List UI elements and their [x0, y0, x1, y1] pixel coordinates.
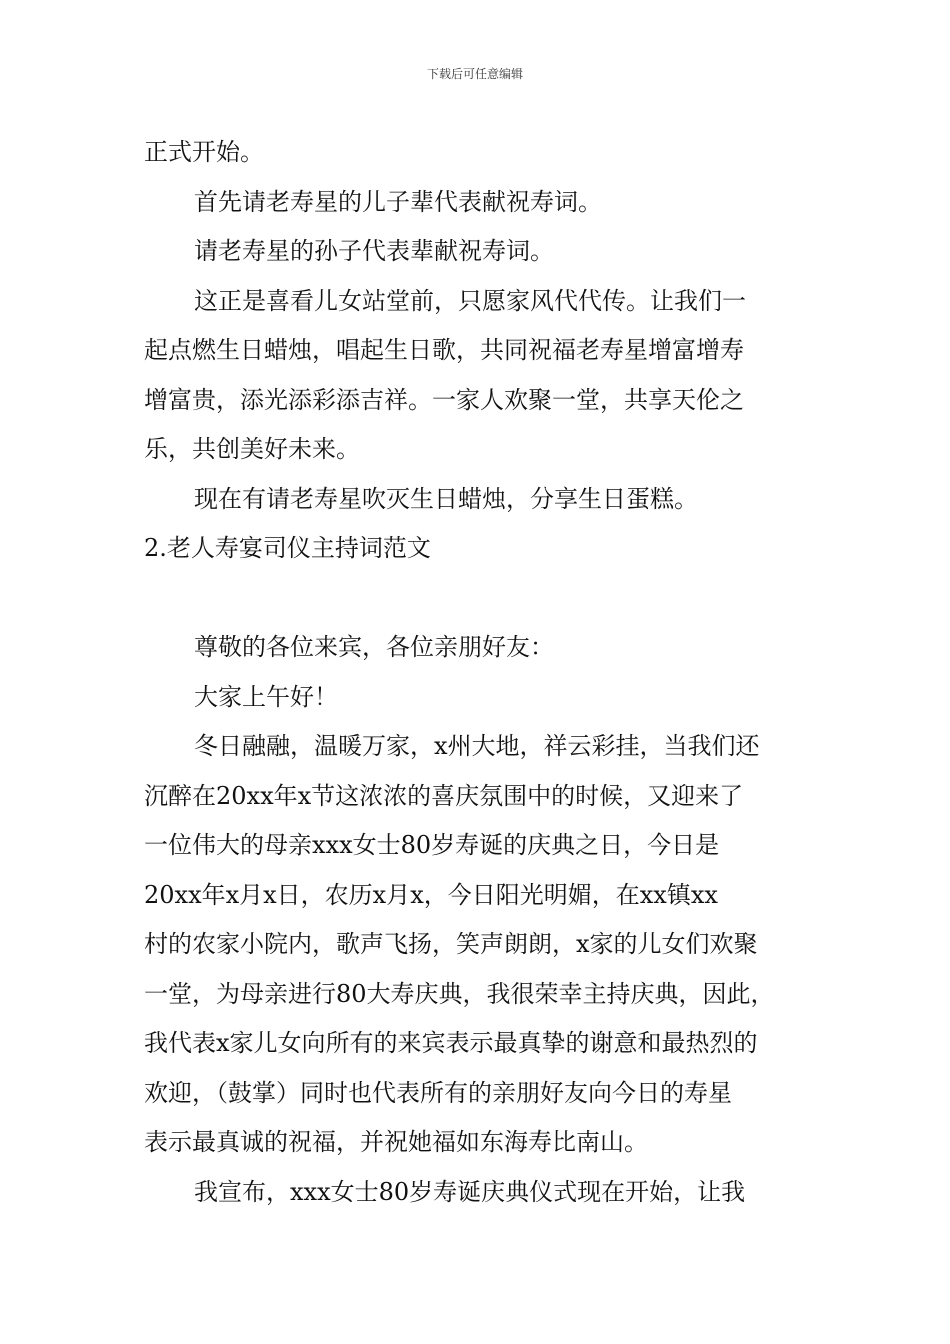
document-body: [144, 128, 809, 1217]
text-line: 首先请老寿星的儿子辈代表献祝寿词。: [194, 187, 602, 216]
text-line: 冬日融融，温暖万家，x州大地，祥云彩挂，当我们还: [194, 732, 760, 760]
text-line: 20xx年x月x日，农历x月x，今日阳光明媚，在xx镇xx: [144, 880, 718, 909]
text-line: 大家上午好！: [194, 682, 338, 711]
text-line: 正式开始。: [144, 138, 264, 166]
text-line: 我宣布，xxx女士80岁寿诞庆典仪式现在开始，让我: [194, 1177, 746, 1206]
text-line: 我代表x家儿女向所有的来宾表示最真挚的谢意和最热烈的: [144, 1029, 758, 1057]
section-heading: 2.老人寿宴司仪主持词范文: [144, 534, 431, 562]
text-line: 增富贵，添光添彩添吉祥。一家人欢聚一堂，共享天伦之: [144, 385, 744, 414]
text-line: 一堂，为母亲进行80大寿庆典，我很荣幸主持庆典，因此，: [144, 979, 775, 1008]
text-line: 一位伟大的母亲xxx女士80岁寿诞的庆典之日，今日是: [144, 831, 720, 859]
text-line: 现在有请老寿星吹灭生日蜡烛，分享生日蛋糕。: [194, 484, 698, 513]
text-line: 起点燃生日蜡烛，唱起生日歌，共同祝福老寿星增富增寿: [144, 336, 744, 364]
page-header: 下载后可任意编辑: [426, 67, 523, 81]
blank-line: [144, 574, 809, 624]
text-line: 欢迎，（鼓掌）同时也代表所有的亲朋好友向今日的寿星: [144, 1078, 732, 1107]
text-line: 这正是喜看儿女站堂前，只愿家风代代传。让我们一: [194, 286, 746, 315]
text-line: 沉醉在20xx年x节这浓浓的喜庆氛围中的时候，又迎来了: [144, 781, 744, 810]
text-line: 请老寿星的孙子代表辈献祝寿词。: [194, 237, 554, 265]
text-line: 村的农家小院内，歌声飞扬，笑声朗朗，x家的儿女们欢聚: [144, 930, 758, 958]
text-line: 表示最真诚的祝福，并祝她福如东海寿比南山。: [144, 1128, 648, 1156]
text-line: 尊敬的各位来宾，各位亲朋好友：: [194, 633, 554, 661]
text-line: 乐，共创美好未来。: [144, 435, 360, 463]
